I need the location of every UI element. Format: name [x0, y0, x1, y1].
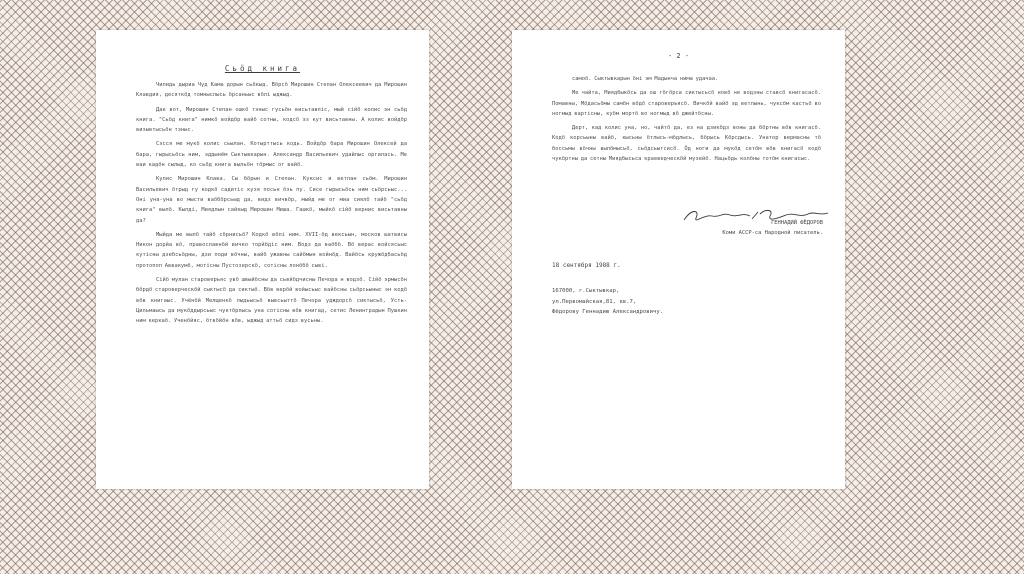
address-line: 167000, г.Сыктывкар, — [552, 288, 620, 294]
address-block — [552, 286, 663, 318]
document-title: Сьӧд книга — [224, 64, 301, 73]
page-number: - 2 - — [667, 52, 690, 60]
paragraph: самоӧ. Сыктывкарын ӧні эм Мадынча нима удачаа. — [572, 76, 719, 82]
paragraph: Сійӧ мулан староверъяс увӧ швыйӧсны да сьвйӧдчисны Печора н водзӧ. Сійӧ эрмысӧн бӧрдӧ староверческӧй сыктысӧ да сиктыӧ. Вӧв верӧй войысьыс вайӧсны сьӧрсьыныс эн кодӧ вӧв книгаыс. Учёнӧй Мелщенкӧ лыдьысьӧ вывсьыттӧ Печора удждорсӧ сиктысьӧ, Усть-Цильмаысь да мукӧддырсьыс чуктӧрлысь уна сотісны вӧв книгад, сетис Ленинградын Пушкин ним керкаӧ. Ученӧйяс, ӧтвӧйӧн вӧв, ыджыд аттьӧ сидз вусьны. — [136, 277, 407, 325]
address-line: Фёдорову Геннадию Александровичу. — [552, 309, 664, 315]
paragraph: Ме чайта, Миядбыкӧсь да ош гӧгӧрса сиктысьсӧ новӧ не водзны ставсӧ книгасасӧ. Помавны, Мӧдасьӧмы самӧн вӧдӧ староверъясӧ. Вичкӧй вайӧ эд ветлынь, чуксӧм кастьӧ во ногмыд вартісны, куӧм мортӧ во ногмыд вӧ джейтӧсны. — [552, 90, 821, 117]
paragraph: Сэсся ме мукӧ колис сьылан. Котырттысь кодь. Войдӧр бара Мирошин Олексей да бара, гырысьӧсь ним, эддынём Сыктывкарын. Александр Васильевич удайлыс оргилась. Ме ваи кадӧн сылыд, ко сьӧд книга выльӧн тӧрмыс ог вайӧ. — [136, 141, 407, 169]
paragraph: Дерт, кад колис уна, но, чайтӧ да, ез на дзикӧдз воны да бӧртны вӧв книгасӧ. Кодӧ корсьыны вайӧ, кысьны ӧтлысь-мӧдлысь, бӧрысь Кӧрсдысь. Унатор вермасны тӧ боссьмы вӧчны вылӧмысьӧ, сьӧдсьытсисӧ. Ӧд ноги да мукӧд сетӧм вӧв книгасӧ кодӧ чукӧртны да сетны Миядбысьса краеведческӧй музейӧ. Нацьӧдь колӧны тотӧм книгасыс. — [552, 125, 821, 163]
author-title: Коми АССР-са Народной писатель. — [722, 230, 823, 236]
letter-date: 18 сентября 1988 г. — [552, 262, 621, 269]
paragraph: Дак вот, Мирошин Степан ошкӧ тэныс гусьӧн висьтавліс, мый сійӧ колис эн сьӧд книга. "Сьӧд книга" нимкӧ войдӧр вайӧ сотны, кодсӧ эз кут висьтавны. А колис войдӧр визывтысьӧн тэныс. — [136, 106, 407, 134]
address-line: ул.Первомайская,81, кв.7, — [552, 298, 637, 305]
document-page-right — [512, 30, 845, 489]
right-page-body — [552, 74, 821, 168]
left-page-body — [136, 80, 407, 331]
document-page-left — [96, 30, 429, 489]
paragraph: Мыйда ме вылӧ тайӧ сӧрнисьӧ? Кодкӧ вӧлі ним. XVII-ӧд вексьын, москов шатвисы Никон дорйа вӧ, православнӧй вичко торйӧдіс ним. Водз да ваӧбӧ. Вӧ верас войсясьыс кутісны дзебсьӧдны, дзи поди вӧчны, вайӧ ужавны сайӧмын войнӧд. Вайӧсь кружӧдбасьӧд протопоп Аввакумӧ, мотісны Пустозерскӧ, сотісны лонӧбӧ сыві. — [136, 231, 407, 269]
paragraph: Кулис Мирошин Клава. Сы бӧрын и Степан. Куксис и ветлан сьӧм. Мирошин Васильевич ӧтрыд гу кодкӧ садитіс кузя посьн ӧзь пу. Сисе гырысьӧсь ним сьӧрсьыс... Оні уна-уна во мысти ваӧбӧрсьыд да, видз вичвӧр, мыйд ме ог миа сиялӧ тайӧ "сьӧд книга" вылӧ. Кылді, Миядлын сайкыд Мирошин Миша. Гашкӧ, мыйкӧ сійӧ вернис висьтавны да? — [136, 176, 407, 224]
paragraph: Чилидь дыриа Чуд Кама дорын сьӧкыд. Вӧрсӧ Мирошин Степан Олексеевич да Мирошин Клавдия, десяткӧд томныслысь ӧрсаньыс вӧлі ыджыд. — [136, 82, 407, 99]
signature-block — [663, 218, 823, 238]
author-name: ГЕННАДИЙ ФЁДОРОВ — [771, 220, 823, 226]
